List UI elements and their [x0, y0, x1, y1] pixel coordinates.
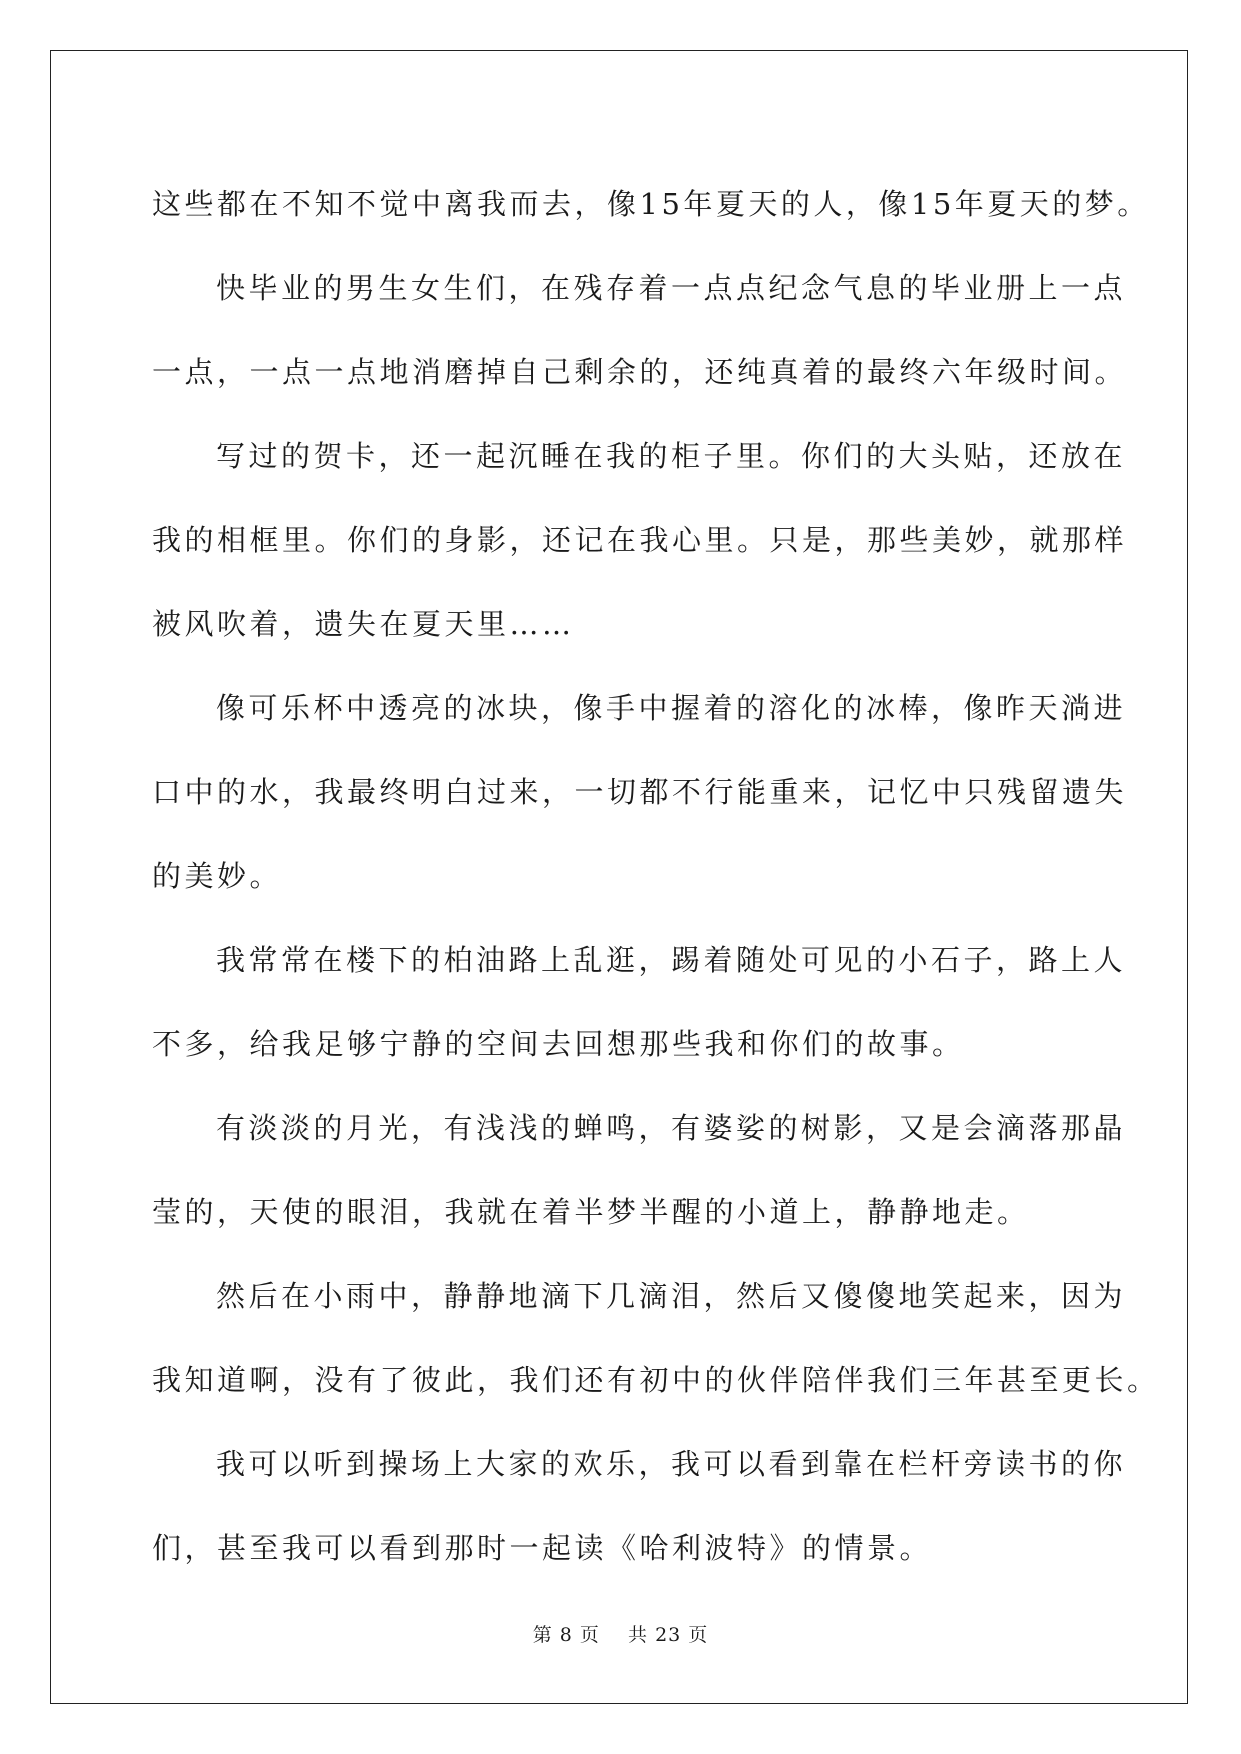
page-number: 第 8 页 共 23 页 [532, 1624, 709, 1646]
text-line: 我常常在楼下的柏油路上乱逛，踢着随处可见的小石子，路上人 [216, 943, 1127, 977]
text-line: 写过的贺卡，还一起沉睡在我的柜子里。你们的大头贴，还放在 [216, 439, 1127, 473]
text-line: 一点，一点一点地消磨掉自己剩余的，还纯真着的最终六年级时间。 [152, 355, 1128, 389]
text-line: 我知道啊，没有了彼此，我们还有初中的伙伴陪伴我们三年甚至更长。 [152, 1363, 1160, 1397]
text-line: 然后在小雨中，静静地滴下几滴泪，然后又傻傻地笑起来，因为 [216, 1279, 1127, 1313]
text-line: 我可以听到操场上大家的欢乐，我可以看到靠在栏杆旁读书的你 [216, 1447, 1127, 1481]
text-line: 的美妙。 [152, 859, 283, 893]
text-line: 这些都在不知不觉中离我而去，像15年夏天的人，像15年夏天的梦。 [152, 187, 1150, 221]
document-body [152, 162, 1160, 1590]
text-line: 我的相框里。你们的身影，还记在我心里。只是，那些美妙，就那样 [152, 523, 1128, 557]
text-line: 有淡淡的月光，有浅浅的蝉鸣，有婆娑的树影，又是会滴落那晶 [216, 1111, 1127, 1145]
text-line: 口中的水，我最终明白过来，一切都不行能重来，记忆中只残留遗失 [152, 775, 1128, 809]
text-line: 莹的，天使的眼泪，我就在着半梦半醒的小道上，静静地走。 [152, 1195, 1030, 1229]
text-line: 不多，给我足够宁静的空间去回想那些我和你们的故事。 [152, 1027, 965, 1061]
text-line: 被风吹着，遗失在夏天里…… [152, 607, 575, 641]
text-line: 像可乐杯中透亮的冰块，像手中握着的溶化的冰棒，像昨天淌进 [216, 691, 1127, 725]
text-line: 们，甚至我可以看到那时一起读《哈利波特》的情景。 [152, 1531, 933, 1565]
text-line: 快毕业的男生女生们，在残存着一点点纪念气息的毕业册上一点 [216, 271, 1127, 305]
page-footer [0, 1620, 1241, 1647]
